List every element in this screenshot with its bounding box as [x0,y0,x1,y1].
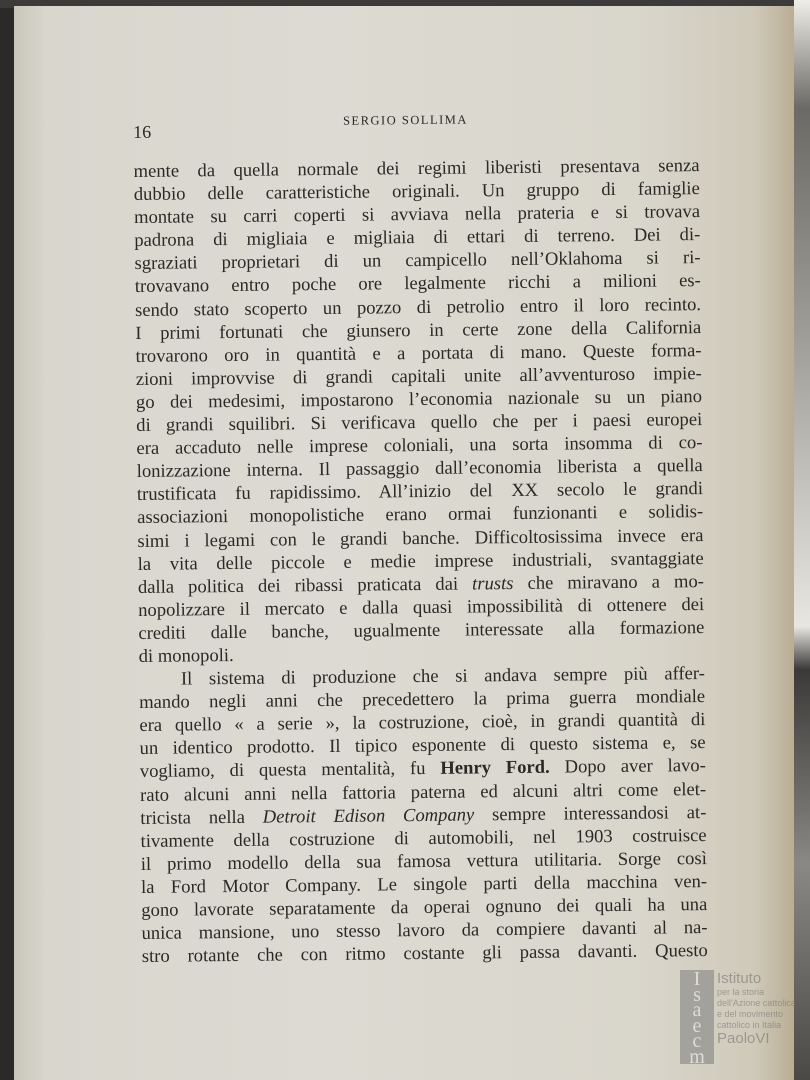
text-segment: tricista nella [140,806,263,829]
text-line: montate su carri coperti si avviava nella prateria e si trovava [133,201,701,229]
text-line: di grandi squilibri. Si verificava quello che per i paesi europei [136,409,703,437]
text-line: lonizzazione interna. Il passaggio dall’economia liberista a quella [136,455,703,483]
text-line: tivamente della costruzione di automobili, nel 1903 costruisce [140,824,707,852]
text-line: go dei medesimi, impostarono l’economia nazionale su un piano [135,385,703,413]
text-segment: dalla politica dei ribassi praticata dai [137,573,473,598]
text-segment: che miravano a mo- [513,570,705,594]
body-text [133,154,707,968]
page-header [133,110,699,160]
text-segment: Dopo aver lavo- [549,755,706,779]
text-segment: vogliamo, di questa mentalità, fu [139,758,441,783]
text-line: la vita delle piccole e medie imprese industriali, svantaggiate [137,547,704,575]
monogram-letter: c [692,1030,702,1052]
text-line: Il sistema di produzione che si andava sempre più affer- [180,663,705,690]
page-text [133,110,708,968]
text-line: era quello « a serie », la costruzione, cioè, in grandi quantità di [139,709,706,737]
page-number: 16 [133,121,152,142]
text-line: simi i legami con le grandi banche. Difficoltosissima invece era [137,524,704,552]
italic-term: trusts [472,572,514,595]
bold-name: Henry Ford. [440,757,550,780]
text-line: la Ford Motor Company. Le singole parti della macchina ven- [140,870,708,898]
text-line: sgraziati proprietari di un campicello nell’Oklahoma si ri- [134,247,701,275]
watermark-title: Istituto [717,970,762,987]
monogram-letter: m [689,1045,705,1068]
text-line: associazioni monopolistiche erano ormai funzionanti e solidis- [137,501,704,529]
text-line: padrona di migliaia e migliaia di ettari di terreno. Dei di- [134,224,701,252]
text-line: dubbio delle caratteristiche originali. Un gruppo di famiglie [133,178,700,206]
text-line: un identico prodotto. Il tipico esponente di questo sistema e, se [139,732,706,760]
text-segment: sempre interessandosi at- [474,801,707,826]
adjacent-page-edge [794,0,810,1080]
text-line: trustificata fu rapidissimo. All’inizio del XX secolo le grandi [136,478,704,506]
monogram-letter: I [693,968,701,990]
text-line: mente da quella normale dei regimi liberisti presentava senza [133,155,700,182]
monogram-letter: e [692,1014,702,1037]
text-line: sendo stato scoperto un pozzo di petrolio entro il loro recinto. [134,293,702,321]
text-line: era accaduto nelle imprese coloniali, una sorta insomma di co- [136,432,703,460]
text-line: il primo modello della sua famosa vettura utilitaria. Sorge così [140,847,707,875]
text-line: stro rotante che con ritmo costante gli passa davanti. Questo [141,940,708,968]
monogram-letter: s [693,983,701,1006]
text-line: trovavano entro poche ore legalmente ricchi a milioni es- [134,270,701,298]
watermark-monogram [680,968,714,1068]
text-line: mando negli anni che precedettero la prima guerra mondiale [139,686,706,714]
watermark-line: per la storia [717,987,765,997]
watermark-line: dell'Azione cattolica [717,998,796,1008]
italic-company: Detroit Edison Company [262,804,475,828]
watermark-name: PaoloVI [717,1030,770,1047]
text-line: I primi fortunati che giunsero in certe zone della California [135,316,702,344]
text-line: zioni improvvise di grandi capitali unite all’avventuroso impie- [135,362,702,390]
text-line: crediti dalle banche, ugualmente interessate alla formazione [138,616,705,644]
watermark-line: cattolico in Italia [717,1020,782,1030]
isacem-watermark-logo [680,970,800,1066]
running-head: SERGIO SOLLIMA [342,112,468,128]
text-line: rato alcuni anni nella fattoria paterna ed alcuni altri come elet- [140,778,707,806]
watermark-text [717,970,796,1047]
text-line: gono lavorate separatamente da operai ognuno dei quali ha una [141,894,708,921]
text-line: nopolizzare il mercato e dalla quasi impossibilità di ottenere dei [138,593,705,621]
monogram-letter: a [692,999,702,1021]
text-line: unica mansione, uno stesso lavoro da compiere davanti al na- [141,917,708,945]
text-line: di monopoli. [138,644,234,667]
text-line: trovarono oro in quantità e a portata di mano. Queste forma- [135,339,702,367]
watermark-line: e del movimento [717,1009,784,1019]
